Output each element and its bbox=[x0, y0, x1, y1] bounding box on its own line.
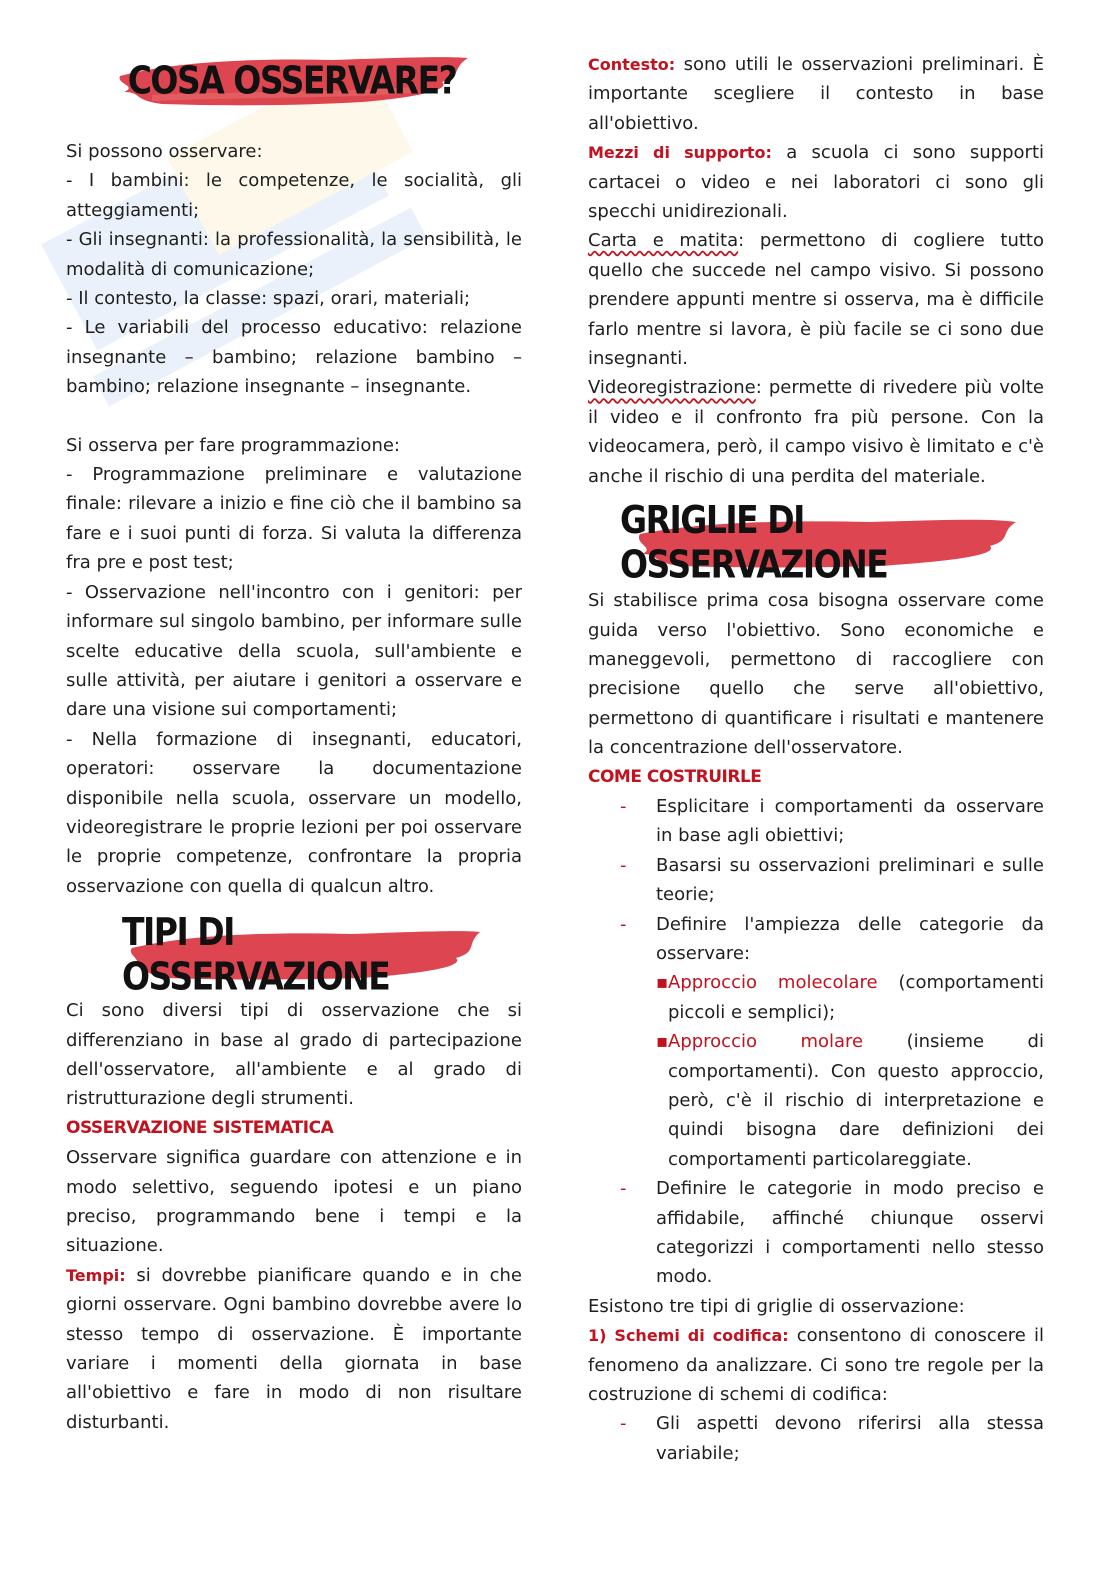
paragraph-intro-osservare: Si possono osservare: bbox=[66, 141, 263, 162]
paragraph-sistematica: Osservare significa guardare con attenzione e in modo selettivo, seguendo ipotesi e un piano preciso, programmando bene i tempi e la situazione. bbox=[66, 1147, 522, 1257]
paragraph-tipi-intro: Ci sono diversi tipi di osservazione che si differenziano in base al grado di partecipazione dell'osservatore, all'ambiente e al grado di ristrutturazione degli strumenti. bbox=[66, 1000, 522, 1110]
sub-list-item: ▪ Approccio molecolare (comportamenti piccoli e semplici); bbox=[656, 972, 1044, 1023]
right-column bbox=[588, 0, 1044, 1468]
paragraph-carta-matita: Carta e matita: permettono di cogliere tutto quello che succede nel campo visivo. Si possono prendere appunti mentre si osserva, ma è difficile farlo mentre si lavora, è più facile se ci sono due insegnanti. bbox=[588, 230, 1044, 370]
paragraph-contesto: Contesto: sono utili le osservazioni preliminari. È importante scegliere il contesto in base all'obiettivo. bbox=[588, 54, 1044, 134]
label-carta-matita: Carta e matita bbox=[588, 230, 739, 252]
list-item: - Definire l'ampiezza delle categorie da osservare: bbox=[620, 913, 1044, 964]
paragraph-tre-tipi: Esistono tre tipi di griglie di osservazione: bbox=[588, 1295, 965, 1317]
subheading-come-costruirle: COME COSTRUIRLE bbox=[588, 766, 762, 787]
paragraph-intro-programmazione: Si osserva per fare programmazione: bbox=[66, 434, 400, 456]
heading-text: TIPI DI OSSERVAZIONE bbox=[122, 909, 390, 999]
list-item: - Definire le categorie in modo preciso e affidabile, affinché chiunque osservi categorizzi i comportamenti nello stesso modo. bbox=[620, 1178, 1044, 1288]
label-contesto: Contesto: bbox=[588, 55, 676, 74]
list-item: - Nella formazione di insegnanti, educatori, operatori: osservare la documentazione disponibile nella scuola, osservare un modello, videoregistrare le proprie lezioni per poi osservare le proprie competenze, confrontare la propria osservazione con quella di qualcun altro. bbox=[66, 728, 522, 897]
label-approccio-molecolare: Approccio molecolare bbox=[668, 972, 878, 994]
heading-text: COSA OSSERVARE? bbox=[127, 57, 457, 103]
label-mezzi: Mezzi di supporto: bbox=[588, 143, 772, 163]
paragraph-mezzi: Mezzi di supporto: a scuola ci sono supporti cartacei o video e nei laboratori ci sono gli specchi unidirezionali. bbox=[588, 142, 1045, 223]
list-item: - Gli insegnanti: la professionalità, la sensibilità, le modalità di comunicazione; bbox=[66, 229, 522, 280]
list-item: - Il contesto, la classe: spazi, orari, materiali; bbox=[66, 288, 471, 310]
list-item: - Osservazione nell'incontro con i genitori: per informare sul singolo bambino, per informare sulle scelte educative della scuola, sull'ambiente e sulle attività, per aiutare i genitori a osservare e dare una visione sui comportamenti; bbox=[66, 581, 522, 721]
list-item: - I bambini: le competenze, le socialità, gli atteggiamenti; bbox=[66, 170, 522, 221]
label-approccio-molare: Approccio molare bbox=[668, 1031, 864, 1053]
list-item: - Esplicitare i comportamenti da osservare in base agli obiettivi; bbox=[620, 795, 1044, 847]
list-item: - Basarsi su osservazioni preliminari e sulle teorie; bbox=[620, 854, 1044, 906]
paragraph-schemi-codifica: 1) Schemi di codifica: consentono di conoscere il fenomeno da analizzare. Ci sono tre regole per la costruzione di schemi di codifica: bbox=[588, 1325, 1044, 1406]
list-item: - Le variabili del processo educativo: relazione insegnante – bambino; relazione bambino – bambino; relazione insegnante – insegnante. bbox=[66, 317, 522, 398]
list-item: - Programmazione preliminare e valutazione finale: rilevare a inizio e fine ciò che il bambino sa fare e i suoi punti di forza. Si valuta la differenza fra pre e post test; bbox=[66, 464, 522, 574]
label-videoregistrazione: Videoregistrazione bbox=[588, 377, 756, 399]
list-item: - Gli aspetti devono riferirsi alla stessa variabile; bbox=[620, 1413, 1044, 1464]
paragraph-tempi: Tempi: si dovrebbe pianificare quando e in che giorni osservare. Ogni bambino dovrebbe avere lo stesso tempo di osservazione. È importante variare i momenti della giornata in base all'obiettivo e fare in modo di non risultare disturbanti. bbox=[66, 1264, 522, 1433]
label-tempi: Tempi: bbox=[66, 1265, 126, 1285]
paragraph-griglie-intro: Si stabilisce prima cosa bisogna osservare come guida verso l'obiettivo. Sono economiche e maneggevoli, permettono di raccogliere con precisione quello che serve all'obiettivo, permettono di quantificare i risultati e mantenere la concentrazione dell'osservatore. bbox=[588, 590, 1044, 759]
left-column bbox=[66, 0, 522, 1437]
paragraph-videoregistrazione: Videoregistrazione: permette di rivedere più volte il video e il confronto fra più persone. Con la videocamera, però, il campo visivo è limitato e c'è anche il rischio di una perdita del materiale. bbox=[588, 377, 1044, 487]
sub-list-item: ▪ Approccio molare (insieme di comportamenti). Con questo approccio, però, c'è il rischio di interpretazione e quindi bisogna dare definizioni dei comportamenti particolareggiate. bbox=[656, 1031, 1044, 1170]
heading-text: GRIGLIE DI OSSERVAZIONE bbox=[620, 497, 888, 587]
subheading-osservazione-sistematica: OSSERVAZIONE SISTEMATICA bbox=[66, 1117, 334, 1138]
label-schemi-codifica: 1) Schemi di codifica: bbox=[588, 1326, 789, 1346]
